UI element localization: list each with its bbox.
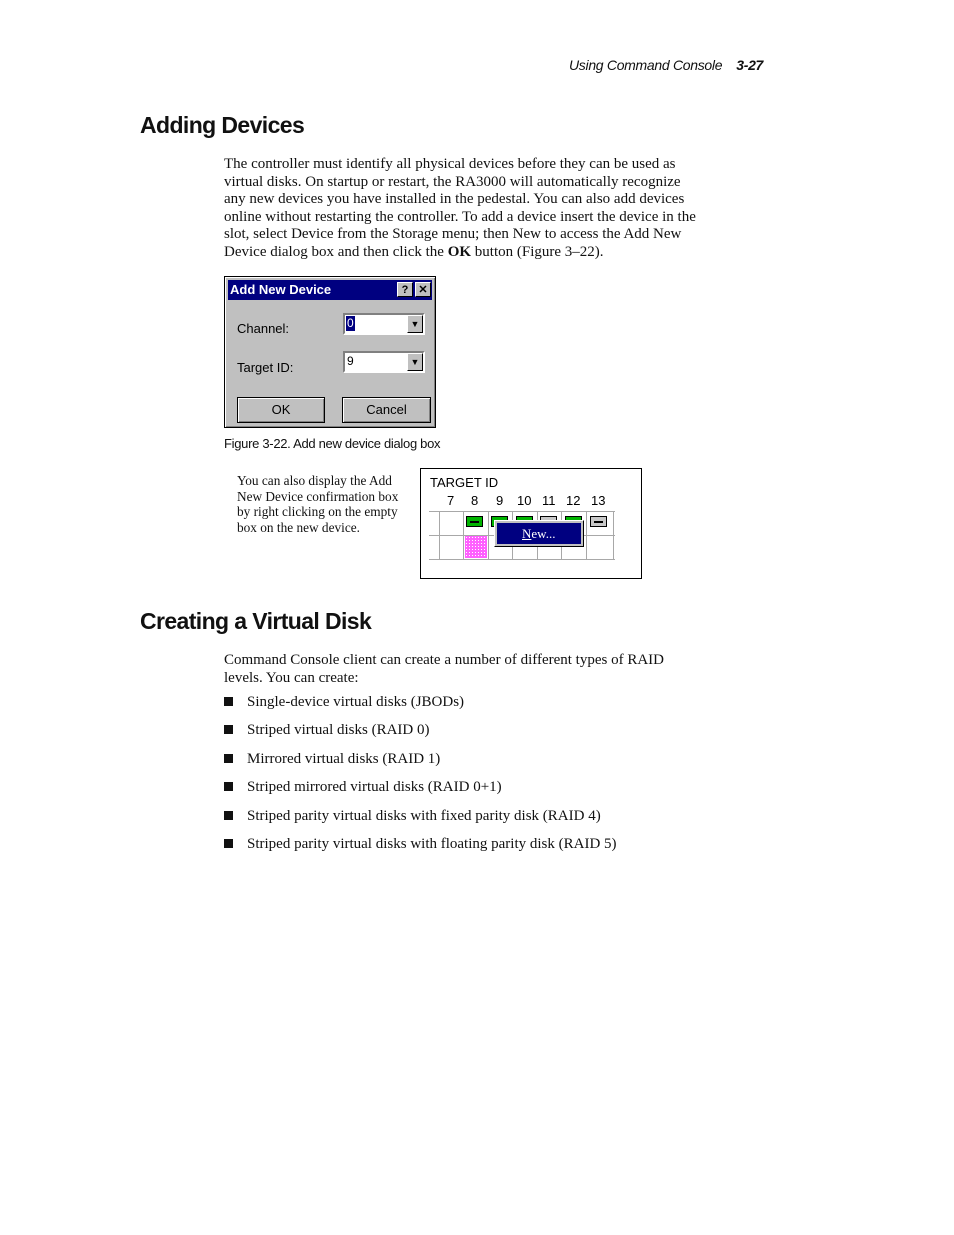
para-line: any new devices you have installed in the pedestal. You can also add devices — [224, 191, 685, 207]
adding-devices-paragraph — [224, 156, 724, 261]
side-note — [237, 473, 412, 535]
running-head-section: Using Command Console — [569, 57, 723, 73]
dialog-title: Add New Device — [230, 282, 332, 297]
channel-label: Channel: — [237, 321, 290, 336]
list-item — [224, 806, 617, 834]
target-id-number: 12 — [566, 493, 581, 508]
figure-caption: Figure 3-22. Add new device dialog box — [224, 436, 441, 451]
target-id-number: 13 — [591, 493, 606, 508]
context-menu-new[interactable] — [497, 523, 581, 544]
bullet-square-icon — [224, 754, 233, 763]
chevron-down-icon[interactable]: ▼ — [407, 315, 423, 333]
bullet-square-icon — [224, 839, 233, 848]
side-note-line: box on the new device. — [237, 519, 360, 535]
raid-types-list — [224, 692, 617, 862]
bullet-square-icon — [224, 697, 233, 706]
side-note-line: New Device confirmation box — [237, 488, 399, 504]
bullet-square-icon — [224, 782, 233, 791]
para-line: Command Console client can create a number of different types of RAID — [224, 652, 665, 668]
ok-emphasis: OK — [447, 243, 472, 260]
add-new-device-dialog — [224, 276, 436, 428]
list-item-text: Striped mirrored virtual disks (RAID 0+1) — [247, 779, 502, 796]
grid-line — [586, 511, 587, 559]
list-item — [224, 834, 617, 862]
cancel-button[interactable]: Cancel — [342, 397, 431, 423]
list-item — [224, 692, 617, 720]
list-item-text: Mirrored virtual disks (RAID 1) — [247, 750, 441, 767]
list-item-text: Striped virtual disks (RAID 0) — [247, 722, 430, 739]
para-line — [224, 244, 724, 262]
grid-line — [463, 511, 464, 559]
target-id-number: 10 — [517, 493, 532, 508]
list-item — [224, 777, 617, 805]
grid-line — [429, 559, 615, 560]
list-item-text: Single-device virtual disks (JBODs) — [247, 694, 465, 710]
target-id-number: 11 — [542, 493, 556, 508]
bullet-square-icon — [224, 725, 233, 734]
creating-virtual-disk-paragraph — [224, 652, 724, 687]
side-note-line: You can also display the Add — [237, 473, 392, 488]
para-line: virtual disks. On startup or restart, the RA3000 will automatically recognize — [224, 173, 681, 190]
side-note-line: by right clicking on the empty — [237, 504, 398, 519]
list-item — [224, 720, 617, 748]
grid-line — [429, 511, 615, 512]
list-item-text: Striped parity virtual disks with floating parity disk (RAID 5) — [247, 835, 617, 852]
help-icon[interactable]: ? — [397, 282, 413, 297]
disk-device-icon[interactable] — [466, 516, 483, 527]
target-id-number: 9 — [496, 493, 504, 508]
close-icon[interactable]: ✕ — [415, 282, 431, 297]
bullet-square-icon — [224, 811, 233, 820]
running-head — [569, 57, 763, 73]
channel-value: 0 — [347, 316, 354, 330]
empty-slot-selected[interactable] — [465, 536, 487, 558]
para-line: levels. You can create: — [224, 669, 359, 686]
target-id-select[interactable] — [343, 351, 425, 373]
target-id-label: Target ID: — [237, 360, 294, 375]
channel-select[interactable] — [343, 313, 425, 335]
grid-line — [613, 511, 614, 559]
para-line: The controller must identify all physical devices before they can be used as — [224, 156, 676, 172]
context-menu — [494, 520, 584, 547]
para-line: online without restarting the controller. To add a device insert the device in the — [224, 208, 696, 225]
target-id-value: 9 — [347, 354, 354, 368]
list-item-text: Striped parity virtual disks with fixed parity disk (RAID 4) — [247, 807, 601, 824]
dialog-titlebar — [228, 280, 432, 300]
target-id-number: 7 — [447, 493, 455, 508]
menu-item-label: ew... — [531, 526, 556, 541]
ok-button[interactable]: OK — [237, 397, 325, 423]
section-title-adding-devices: Adding Devices — [140, 112, 305, 138]
target-id-number: 8 — [471, 493, 479, 508]
para-text: button (Figure 3–22). — [471, 243, 604, 260]
chevron-down-icon[interactable]: ▼ — [407, 353, 423, 371]
grid-line — [488, 511, 489, 559]
grid-line — [439, 511, 440, 559]
list-item — [224, 749, 617, 777]
para-text: Device dialog box and then click the — [224, 243, 448, 260]
page-number: 3-27 — [736, 57, 764, 73]
target-id-title: TARGET ID — [430, 475, 499, 490]
mnemonic-letter: N — [522, 526, 532, 541]
disk-device-icon[interactable] — [590, 516, 607, 527]
para-line: slot, select Device from the Storage menu; then New to access the Add New — [224, 226, 682, 242]
section-title-creating-virtual-disk: Creating a Virtual Disk — [140, 608, 372, 634]
